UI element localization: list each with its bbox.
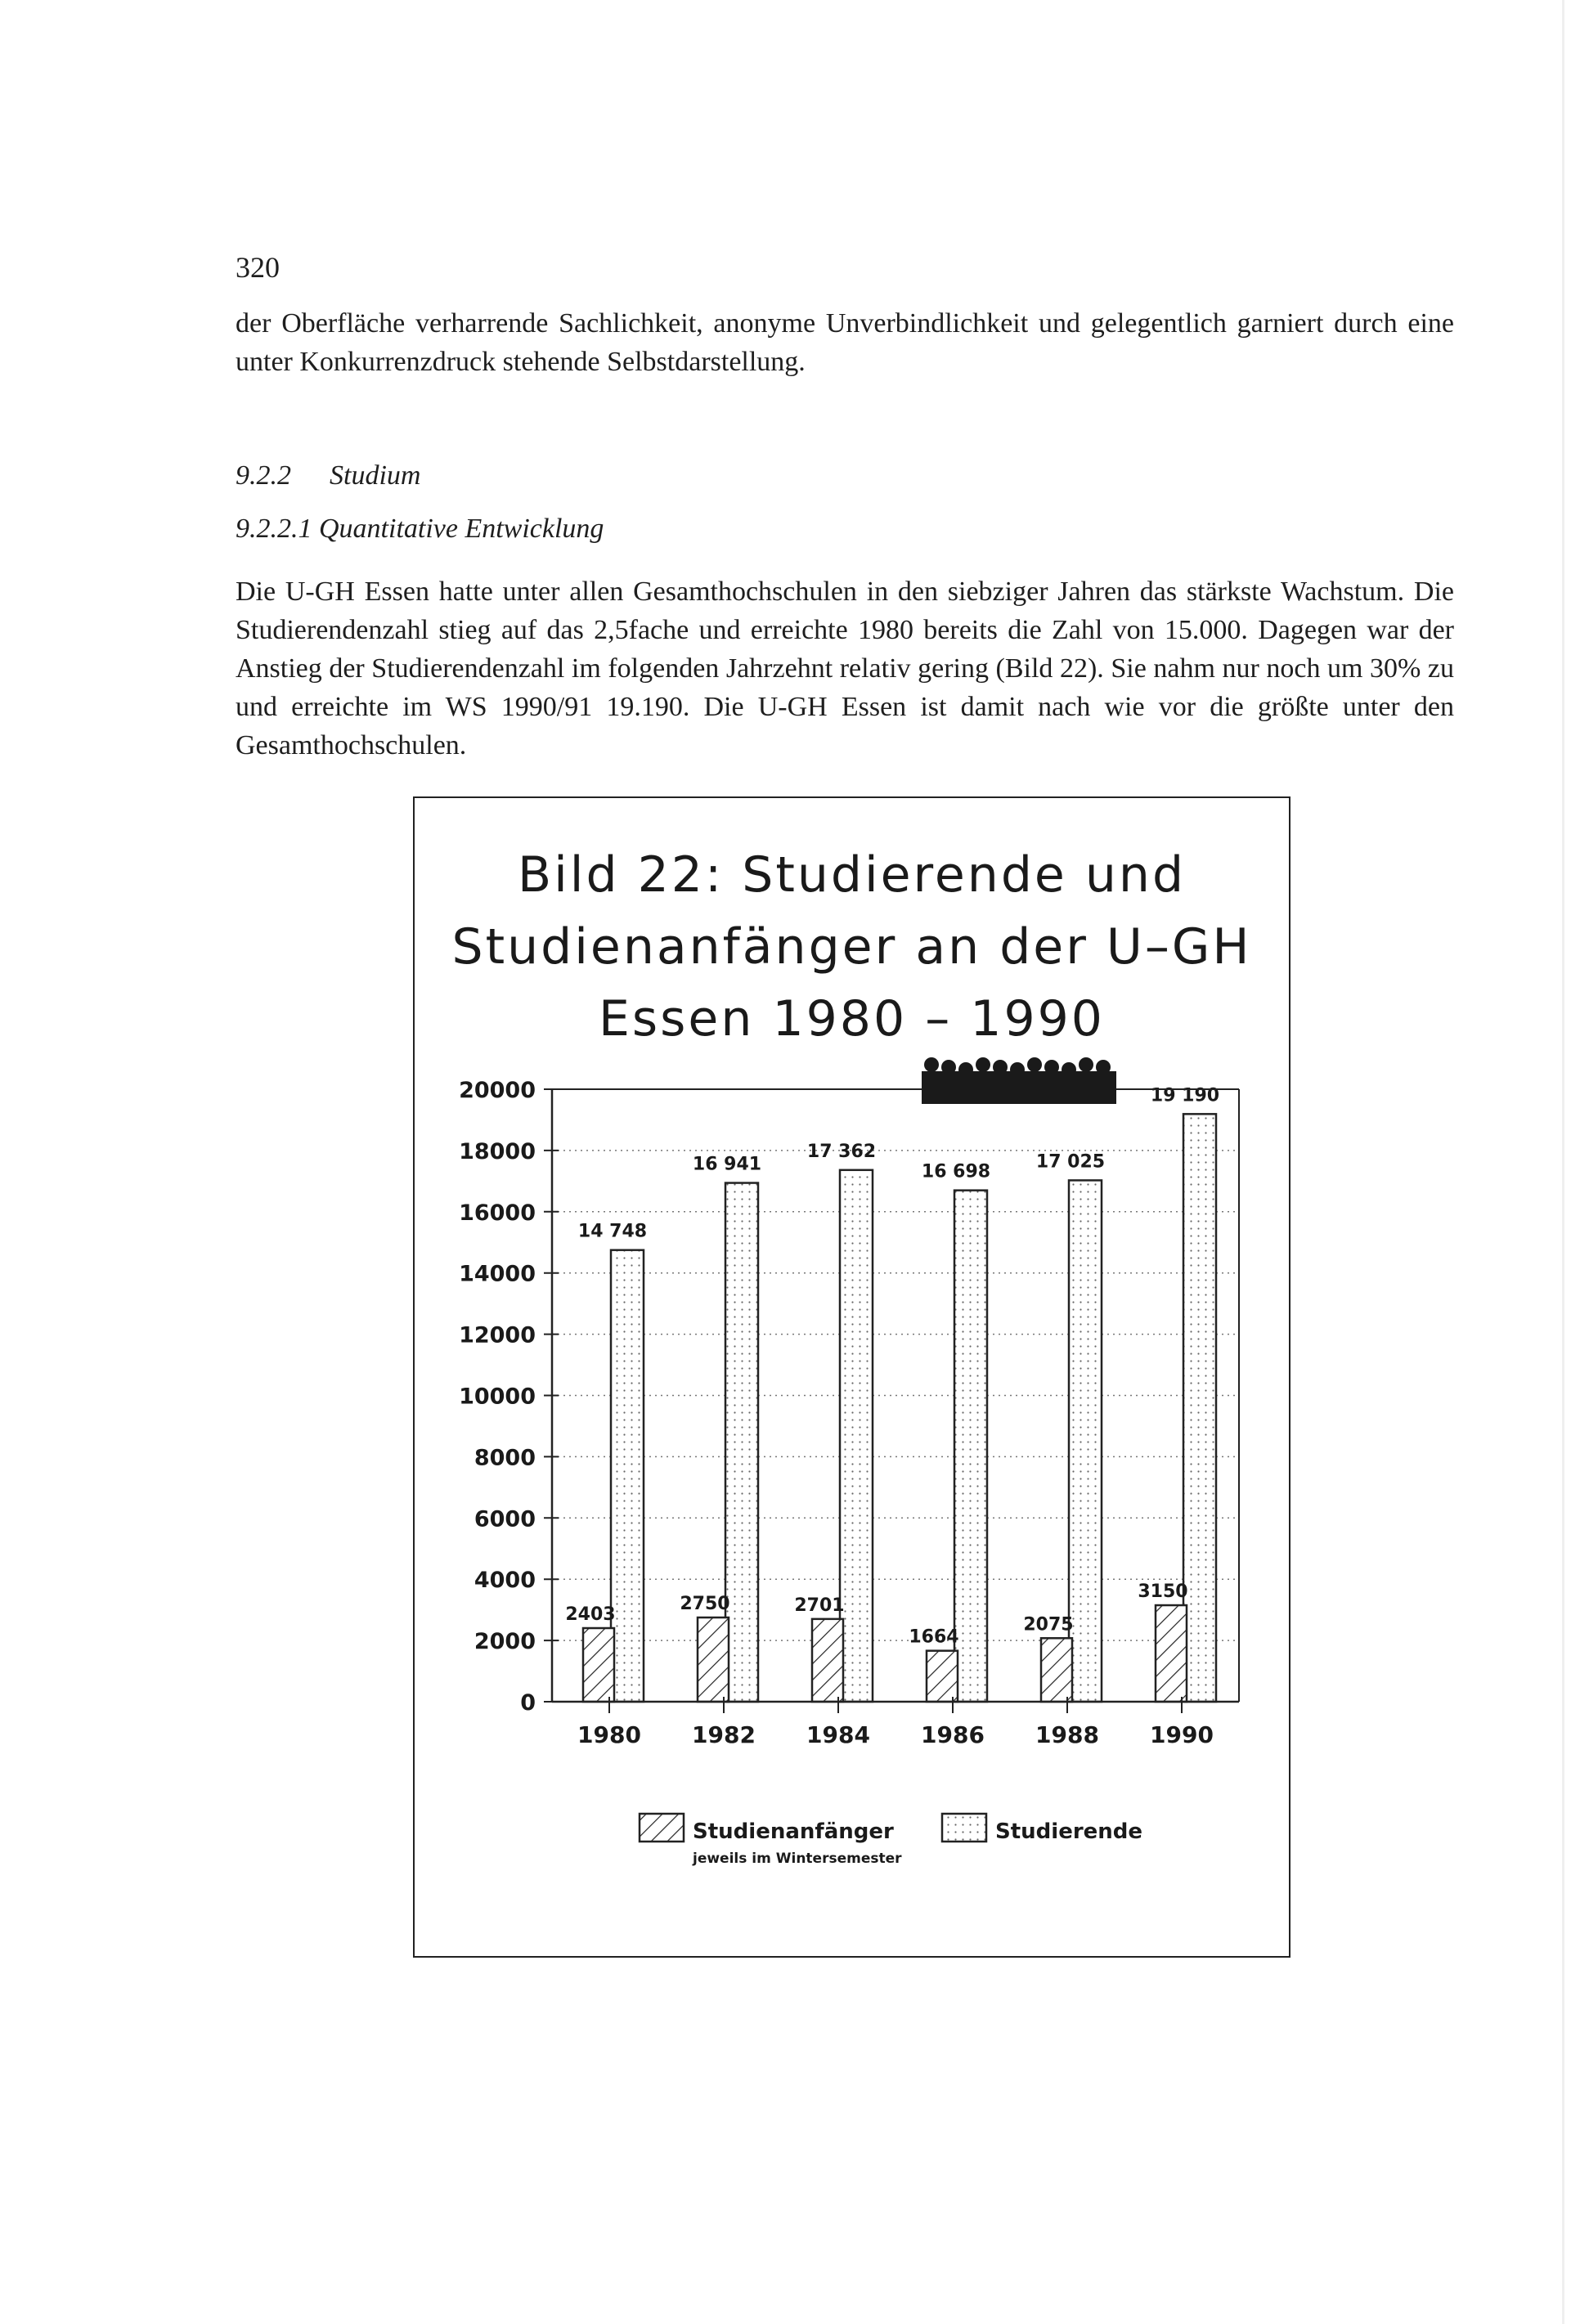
bar-studienanfaenger xyxy=(812,1619,843,1702)
data-label-studierende: 16 941 xyxy=(692,1154,762,1175)
section-heading-922 xyxy=(236,460,420,491)
bar-studierende xyxy=(1069,1180,1102,1702)
y-tick-label: 12000 xyxy=(459,1322,536,1348)
legend-label-studierende: Studierende xyxy=(995,1819,1143,1844)
paragraph-text: der Oberfläche verharrende Sachlichkeit, anonyme Unverbindlichkeit und gelegentlich garniert durch eine unter Konkurrenzdruck stehende Selbstdarstellung. xyxy=(236,308,1454,377)
x-tick-label: 1988 xyxy=(1035,1721,1099,1748)
silhouette-head xyxy=(1027,1057,1042,1072)
data-label-studienanfaenger: 3150 xyxy=(1138,1581,1188,1603)
y-tick-label: 10000 xyxy=(459,1384,536,1410)
data-label-studierende: 19 190 xyxy=(1150,1085,1220,1106)
bar-studierende xyxy=(954,1191,987,1702)
data-label-studierende: 17 025 xyxy=(1035,1151,1106,1173)
x-tick-label: 1990 xyxy=(1150,1721,1214,1748)
data-label-studienanfaenger: 2701 xyxy=(794,1595,845,1616)
bar-studienanfaenger xyxy=(927,1651,958,1702)
bar-chart xyxy=(415,798,1289,1956)
bar-studierende xyxy=(611,1250,644,1702)
x-tick-label: 1980 xyxy=(577,1721,641,1748)
legend-swatch-studienanfaenger xyxy=(640,1814,684,1842)
data-label-studierende: 14 748 xyxy=(577,1221,648,1242)
paragraph-continued xyxy=(236,304,1454,381)
silhouette-head xyxy=(976,1057,990,1072)
figure-title-line-1: Bild 22: Studierende und xyxy=(517,846,1187,904)
y-tick-label: 4000 xyxy=(474,1568,536,1594)
data-label-studierende: 17 362 xyxy=(806,1141,877,1162)
silhouette-head xyxy=(941,1060,956,1075)
section-number: 9.2.2 xyxy=(236,460,291,491)
section-title: Quantitative Entwicklung xyxy=(319,514,604,544)
silhouette-head xyxy=(1044,1060,1059,1075)
x-tick-label: 1984 xyxy=(806,1721,870,1748)
silhouette-head xyxy=(958,1062,973,1077)
y-tick-label: 20000 xyxy=(459,1078,536,1103)
y-tick-label: 14000 xyxy=(459,1261,536,1287)
figure-title-line-2: Studienanfänger an der U–GH xyxy=(451,918,1252,976)
paragraph-quantitative xyxy=(236,572,1454,765)
legend-note: jeweils im Wintersemester xyxy=(693,1851,902,1867)
bar-studienanfaenger xyxy=(583,1628,614,1702)
silhouette-head xyxy=(924,1057,939,1072)
x-tick-label: 1982 xyxy=(692,1721,756,1748)
data-label-studienanfaenger: 2750 xyxy=(680,1594,730,1615)
y-tick-label: 0 xyxy=(520,1690,536,1716)
data-label-studierende: 16 698 xyxy=(921,1161,991,1182)
silhouette-head xyxy=(1062,1062,1076,1077)
bar-studierende xyxy=(840,1170,873,1702)
page-number: 320 xyxy=(236,251,280,284)
y-tick-label: 2000 xyxy=(474,1629,536,1655)
figure-frame xyxy=(413,796,1291,1958)
silhouette-head xyxy=(1096,1060,1111,1075)
bar-studienanfaenger xyxy=(698,1617,729,1702)
x-tick-label: 1986 xyxy=(921,1721,985,1748)
bar-studienanfaenger xyxy=(1041,1638,1072,1702)
data-label-studienanfaenger: 2403 xyxy=(565,1604,616,1626)
silhouette-head xyxy=(1079,1057,1093,1072)
data-label-studienanfaenger: 2075 xyxy=(1023,1614,1074,1635)
bar-studierende xyxy=(1183,1114,1216,1702)
legend-label-studienanfaenger: Studienanfänger xyxy=(693,1819,894,1844)
legend-swatch-studierende xyxy=(942,1814,986,1842)
section-title: Studium xyxy=(330,460,421,491)
figure-title-line-3: Essen 1980 – 1990 xyxy=(599,990,1105,1048)
y-tick-label: 16000 xyxy=(459,1200,536,1226)
silhouette-head xyxy=(1010,1062,1025,1077)
data-label-studienanfaenger: 1664 xyxy=(909,1626,959,1648)
paragraph-text: Die U-GH Essen hatte unter allen Gesamthochschulen in den siebziger Jahren das stärkste Wachstum. Die Studierendenzahl stieg auf das 2,5fache und erreichte 1980 bereits die Zahl von 15.000. Dagegen war der Anstieg der Studierendenzahl im folgenden Jahrzehnt relativ gering (Bild 22). Sie nahm nur noch um 30% zu und erreichte im WS 1990/91 19.190. Die U-GH Essen ist damit nach wie vor die größte unter den Gesamthochschulen. xyxy=(236,577,1454,760)
y-tick-label: 18000 xyxy=(459,1138,536,1164)
section-heading-9221 xyxy=(236,514,604,545)
section-number: 9.2.2.1 xyxy=(236,514,312,544)
bar-studierende xyxy=(725,1183,758,1702)
page-edge xyxy=(1562,0,1564,2324)
y-tick-label: 8000 xyxy=(474,1445,536,1471)
y-tick-label: 6000 xyxy=(474,1506,536,1532)
silhouette-head xyxy=(993,1060,1008,1075)
bar-studienanfaenger xyxy=(1156,1605,1187,1702)
